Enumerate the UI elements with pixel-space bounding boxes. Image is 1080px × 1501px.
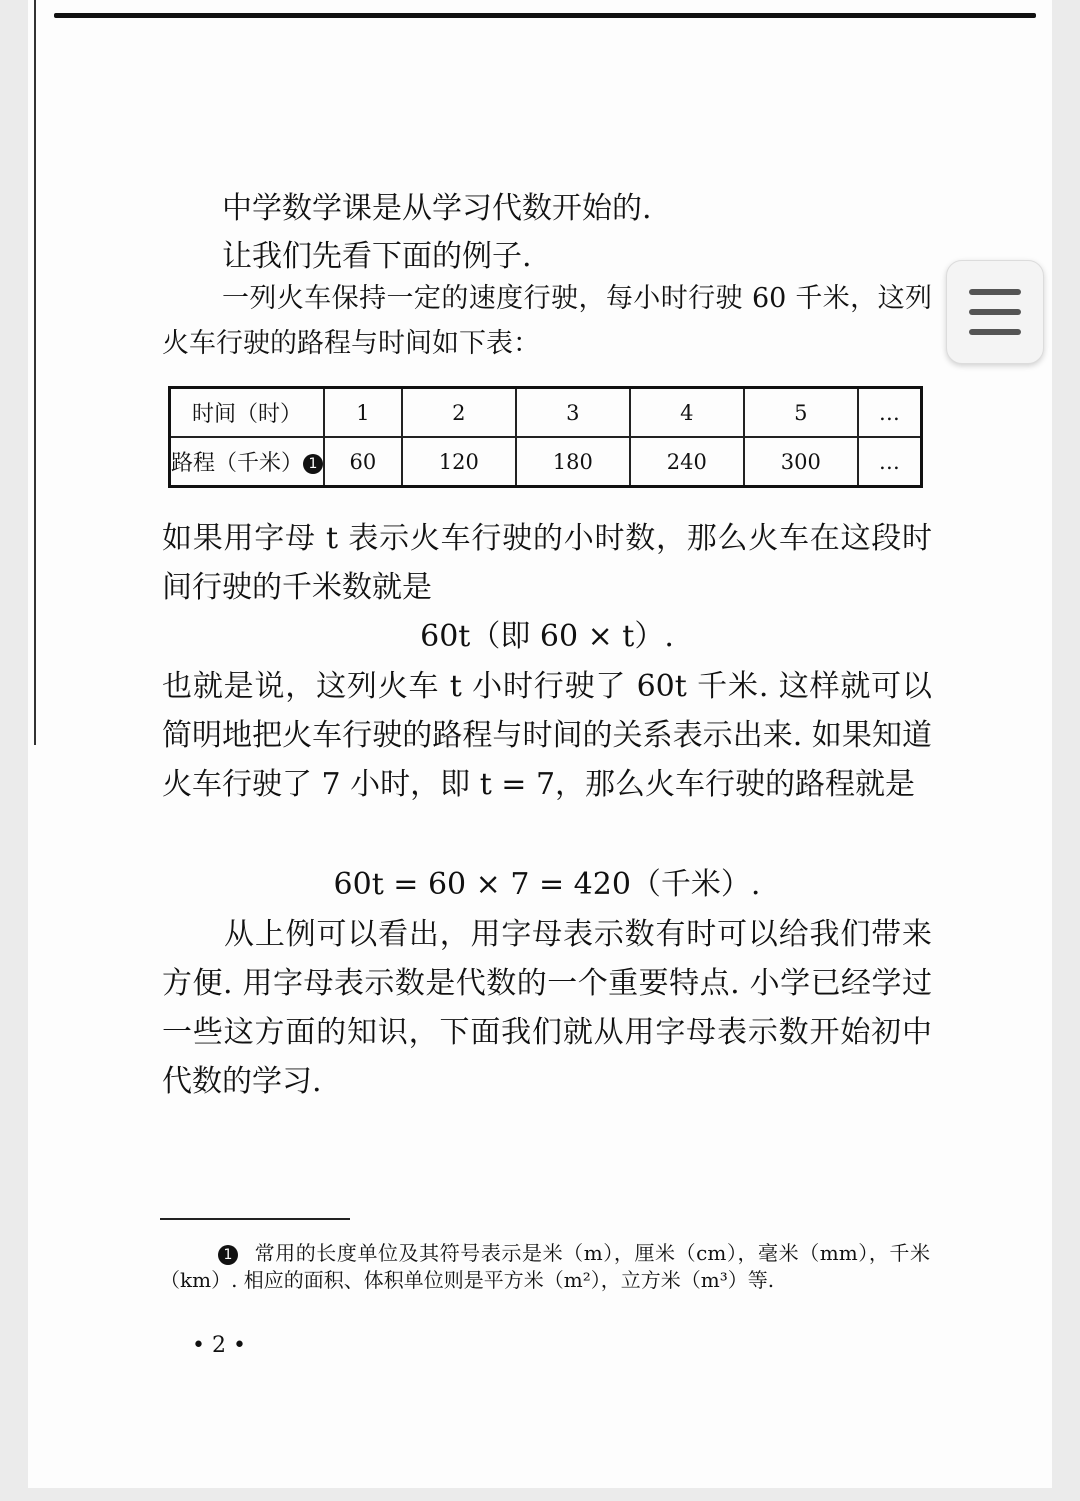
table-cell: 120 xyxy=(402,437,516,487)
table-cell: 3 xyxy=(516,388,630,438)
table-header-distance xyxy=(170,437,325,487)
table-row xyxy=(170,388,922,438)
footnote-text: 常用的长度单位及其符号表示是米（m），厘米（cm），毫米（mm），千米（km）. 相应的面积、体积单位则是平方米（m²），立方米（m³）等. xyxy=(160,1241,930,1292)
table-header-time: 时间（时） xyxy=(170,388,325,438)
footnote-marker: 1 xyxy=(303,454,323,474)
table-header-distance-label: 路程（千米） xyxy=(171,451,304,476)
paragraph-train: 一列火车保持一定的速度行驶，每小时行驶 60 千米，这列火车行驶的路程与时间如下表： xyxy=(162,283,932,359)
paragraph-intro: 中学数学课是从学习代数开始的. xyxy=(222,191,652,226)
paragraph-meaning: 也就是说，这列火车 t 小时行驶了 60t 千米. 这样就可以简明地把火车行驶的路程与时间的关系表示出来. 如果知道火车行驶了 7 小时，即 t = 7，那么火车行驶的路程就是 xyxy=(162,669,932,802)
equation-420: 60t = 60 × 7 = 420（千米）. xyxy=(333,867,761,902)
menu-button[interactable] xyxy=(946,260,1044,364)
footnote-marker: 1 xyxy=(218,1245,238,1265)
footnote-rule xyxy=(160,1218,350,1220)
table-cell: 1 xyxy=(324,388,402,438)
paragraph-conclusion: 从上例可以看出，用字母表示数有时可以给我们带来方便. 用字母表示数是代数的一个重要特点. 小学已经学过一些这方面的知识，下面我们就从用字母表示数开始初中代数的学习. xyxy=(162,917,932,1099)
footnote xyxy=(160,1240,930,1294)
table-cell: 240 xyxy=(630,437,744,487)
table-cell: 5 xyxy=(744,388,858,438)
table-cell: 180 xyxy=(516,437,630,487)
paragraph-example: 让我们先看下面的例子. xyxy=(222,239,532,274)
page-number: • 2 • xyxy=(192,1333,246,1358)
paragraph-variable: 如果用字母 t 表示火车行驶的小时数，那么火车在这段时间行驶的千米数就是 xyxy=(162,521,932,605)
table-cell: 300 xyxy=(744,437,858,487)
top-rule xyxy=(54,13,1036,18)
distance-time-table xyxy=(168,386,923,488)
table-cell: 2 xyxy=(402,388,516,438)
table-cell: … xyxy=(858,437,922,487)
left-margin-rule xyxy=(34,0,36,745)
table-cell: … xyxy=(858,388,922,438)
table-row xyxy=(170,437,922,487)
table-cell: 60 xyxy=(324,437,402,487)
equation-60t: 60t（即 60 × t）. xyxy=(420,619,674,654)
table-cell: 4 xyxy=(630,388,744,438)
